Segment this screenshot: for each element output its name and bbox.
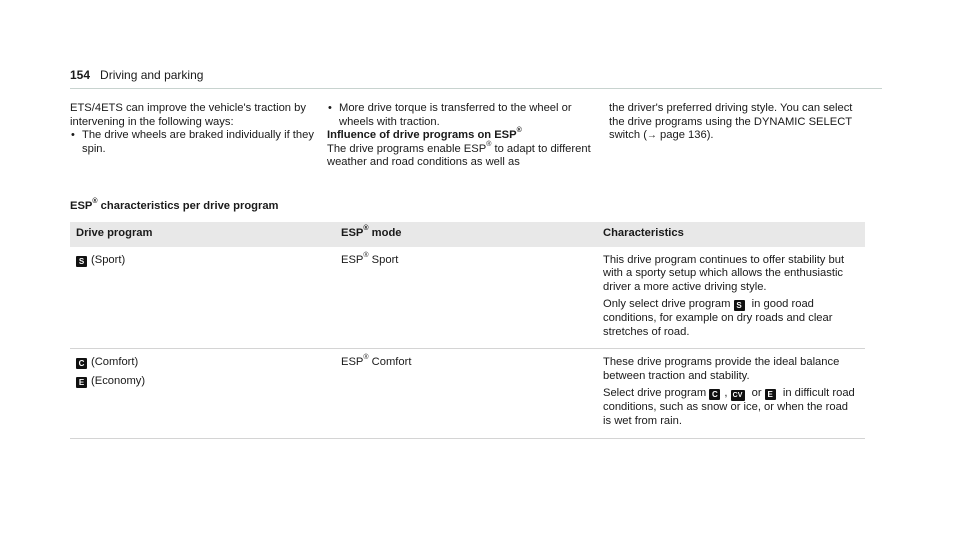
- header-text-b: mode: [368, 227, 402, 239]
- column-right: [609, 102, 861, 143]
- page-link[interactable]: page 136).: [656, 129, 714, 142]
- esp-influence-heading: [327, 129, 597, 143]
- sport-mode-icon: S: [734, 300, 745, 311]
- program-label: (Comfort): [91, 356, 139, 369]
- arrow-right-icon: →: [646, 130, 657, 142]
- note-text-b: in difficult road conditions, such as snow or ice, or when the road is wet from rain.: [603, 387, 855, 427]
- header-drive-program: Drive program: [70, 222, 335, 247]
- column-middle: [327, 102, 597, 170]
- caption-text-a: ESP: [70, 200, 93, 212]
- page-number: 154: [70, 68, 91, 82]
- cell-characteristics: [597, 349, 865, 438]
- intro-paragraph: ETS/4ETS can improve the vehicle's traction by intervening in the following ways:: [70, 102, 306, 128]
- esp-influence-paragraph: [327, 143, 597, 170]
- bullet-wheels-braked: • The drive wheels are braked individually if they spin.: [70, 129, 320, 156]
- program-sport: [76, 254, 329, 268]
- cell-mode: [335, 247, 597, 349]
- comfort-mode-icon: C: [76, 358, 87, 369]
- registered-mark: ®: [363, 251, 369, 259]
- page-header: [70, 68, 882, 89]
- table-header-row: [70, 222, 865, 247]
- economy-mode-icon: E: [76, 377, 87, 388]
- para-text-a: the driver's preferred driving style. You can select the drive programs using the DYNAMIC SELECT switch (: [609, 102, 853, 142]
- column-left: [70, 102, 320, 156]
- registered-mark: ®: [486, 141, 492, 149]
- program-label: (Sport): [91, 253, 126, 266]
- cell-mode: [335, 349, 597, 438]
- program-comfort: [76, 356, 329, 370]
- curve-mode-icon: CV: [731, 390, 745, 401]
- characteristics-note: [603, 298, 859, 339]
- table-row: [70, 247, 865, 349]
- program-economy: [76, 375, 329, 389]
- note-text-a: Select drive program: [603, 387, 710, 400]
- mode-text-b: Sport: [368, 253, 399, 266]
- mode-text-a: ESP: [341, 253, 364, 266]
- sport-mode-icon: S: [76, 256, 87, 267]
- para-text-b: to adapt to different weather and road conditions as well as: [327, 142, 591, 169]
- cell-program: [70, 247, 335, 349]
- esp-characteristics-table: [70, 222, 865, 439]
- para-text-a: The drive programs enable ESP: [327, 142, 487, 155]
- driving-style-paragraph: [609, 102, 861, 143]
- note-text-a: Only select drive program: [603, 298, 734, 311]
- caption-text-b: characteristics per drive program: [97, 200, 279, 212]
- registered-mark: ®: [92, 198, 98, 206]
- heading-text: Influence of drive programs on ESP: [327, 129, 517, 142]
- mode-text-a: ESP: [341, 356, 364, 369]
- registered-mark: ®: [363, 354, 369, 362]
- characteristics-text: These drive programs provide the ideal balance between traction and stability.: [603, 356, 840, 382]
- bullet-torque: • More drive torque is transferred to the wheel or wheels with traction.: [327, 102, 597, 129]
- economy-mode-icon: E: [765, 389, 776, 400]
- header-esp-mode: [335, 222, 597, 247]
- table-caption: [70, 200, 279, 212]
- characteristics-note: [603, 387, 859, 428]
- cell-program: [70, 349, 335, 438]
- separator: or: [748, 387, 765, 400]
- table-row: [70, 349, 865, 438]
- mode-text-b: Comfort: [368, 356, 412, 369]
- cell-characteristics: [597, 247, 865, 349]
- characteristics-text: This drive program continues to offer stability but with a sporty setup which allows the enthusiastic driver a more active driving style.: [603, 253, 845, 293]
- comfort-mode-icon: C: [709, 389, 720, 400]
- section-title: Driving and parking: [100, 68, 204, 82]
- header-characteristics: Characteristics: [597, 222, 865, 247]
- header-text-a: ESP: [341, 227, 364, 239]
- separator: ,: [724, 387, 731, 400]
- registered-mark: ®: [363, 225, 369, 233]
- note-text-b: in good road conditions, for example on dry roads and clear stretches of road.: [603, 298, 833, 338]
- program-label: (Economy): [91, 374, 146, 387]
- registered-mark: ®: [516, 127, 522, 135]
